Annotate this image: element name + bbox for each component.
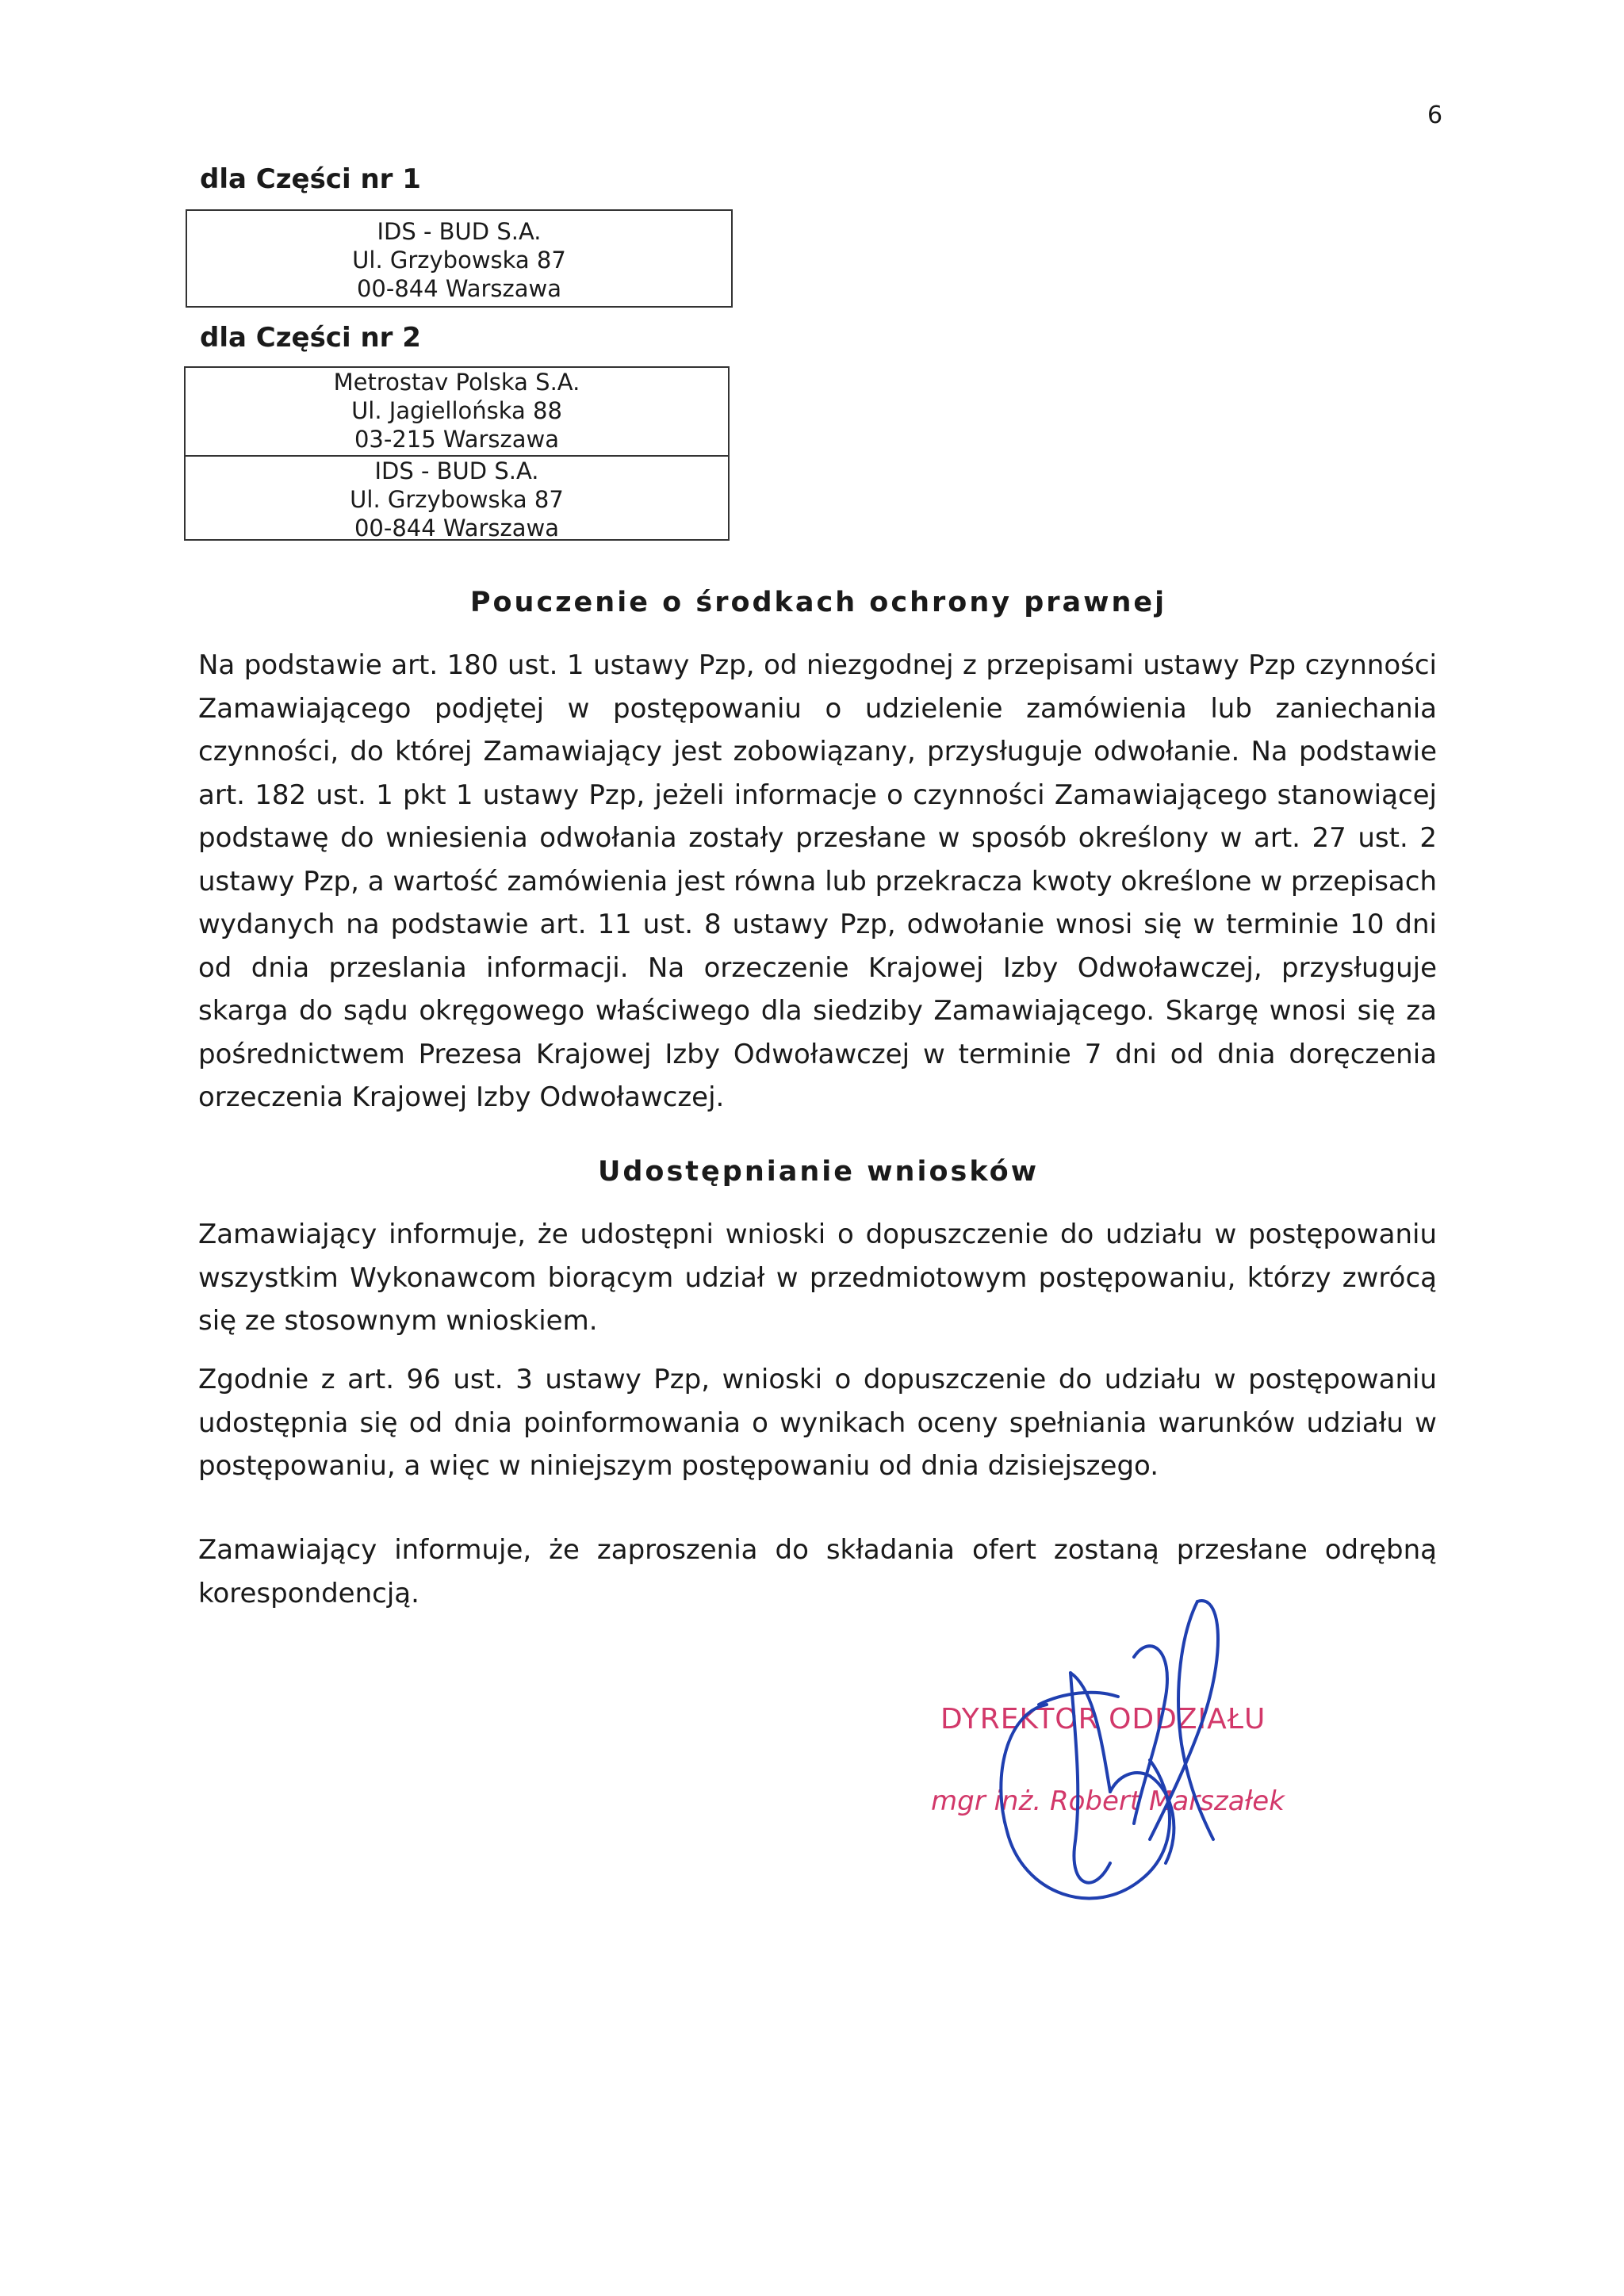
company-name: IDS - BUD S.A. xyxy=(377,218,542,245)
company-street: Ul. Grzybowska 87 xyxy=(352,247,566,274)
legal-remedies-title: Pouczenie o środkach ochrony prawnej xyxy=(469,587,1167,618)
company-street: Ul. Jagiellońska 88 xyxy=(351,397,562,424)
signature-icon xyxy=(912,1586,1324,1919)
legal-remedies-paragraph: Na podstawie art. 180 ust. 1 ustawy Pzp, od niezgodnej z przepisami ustawy Pzp czynności Zamawiającego podjętej w postępowaniu o udzielenie zamówienia lub zaniechania czynności, do której Zamawiający jest zobowiązany, przysługuje odwołanie. Na podstawie art. 182 ust. 1 pkt 1 ustawy Pzp, jeżeli informacje o czynności Zamawiającego stanowiącej podstawę do wniesienia odwołania zostały przesłane w sposób określony w art. 27 ust. 2 ustawy Pzp, a wartość zamówienia jest równa lub przekracza kwoty określone w przepisach wydanych na podstawie art. 11 ust. 8 ustawy Pzp, odwołanie wnosi się w terminie 10 dni od dnia przeslania informacji. Na orzeczenie Krajowej Izby Odwoławczej, przysługuje skarga do sądu okręgowego właściwego dla siedziby Zamawiającego. Skargę wnosi się za pośrednictwem Prezesa Krajowej Izby Odwoławczej w terminie 7 dni od dnia doręczenia orzeczenia Krajowej Izby Odwoławczej. xyxy=(198,649,1437,1113)
part2-company-box xyxy=(184,366,730,541)
disclosure-paragraph-3: Zamawiający informuje, że zaproszenia do składania ofert zostaną przesłane odrębną korespondencją. xyxy=(198,1534,1437,1609)
company-entry xyxy=(186,368,728,455)
part1-company-box xyxy=(186,209,733,308)
company-entry xyxy=(187,211,731,303)
company-name: IDS - BUD S.A. xyxy=(374,457,539,484)
part2-heading: dla Części nr 2 xyxy=(200,322,421,354)
part1-heading: dla Części nr 1 xyxy=(200,163,421,195)
company-city: 00-844 Warszawa xyxy=(354,515,560,541)
stamp-title: DYREKTOR ODDZIAŁU xyxy=(940,1703,1266,1735)
disclosure-paragraph-2: Zgodnie z art. 96 ust. 3 ustawy Pzp, wnioski o dopuszczenie do udziału w postępowaniu udostępnia się od dnia poinformowania o wynikach oceny spełniania warunków udziału w postępowaniu, a więc w niniejszym postępowaniu od dnia dzisiejszego. xyxy=(198,1364,1437,1482)
company-name: Metrostav Polska S.A. xyxy=(333,369,580,396)
page-number: 6 xyxy=(1427,101,1443,129)
disclosure-paragraph-1: Zamawiający informuje, że udostępni wnioski o dopuszczenie do udziału w postępowaniu wszystkim Wykonawcom biorącym udział w przedmiotowym postępowaniu, którzy zwrócą się ze stosownym wnioskiem. xyxy=(198,1219,1437,1337)
stamp-name: mgr inż. Robert Marszałek xyxy=(931,1785,1285,1817)
company-city: 03-215 Warszawa xyxy=(354,426,560,453)
company-entry xyxy=(186,455,728,542)
company-street: Ul. Grzybowska 87 xyxy=(350,486,564,513)
company-city: 00-844 Warszawa xyxy=(356,275,562,302)
disclosure-title: Udostępnianie wniosków xyxy=(597,1156,1040,1188)
